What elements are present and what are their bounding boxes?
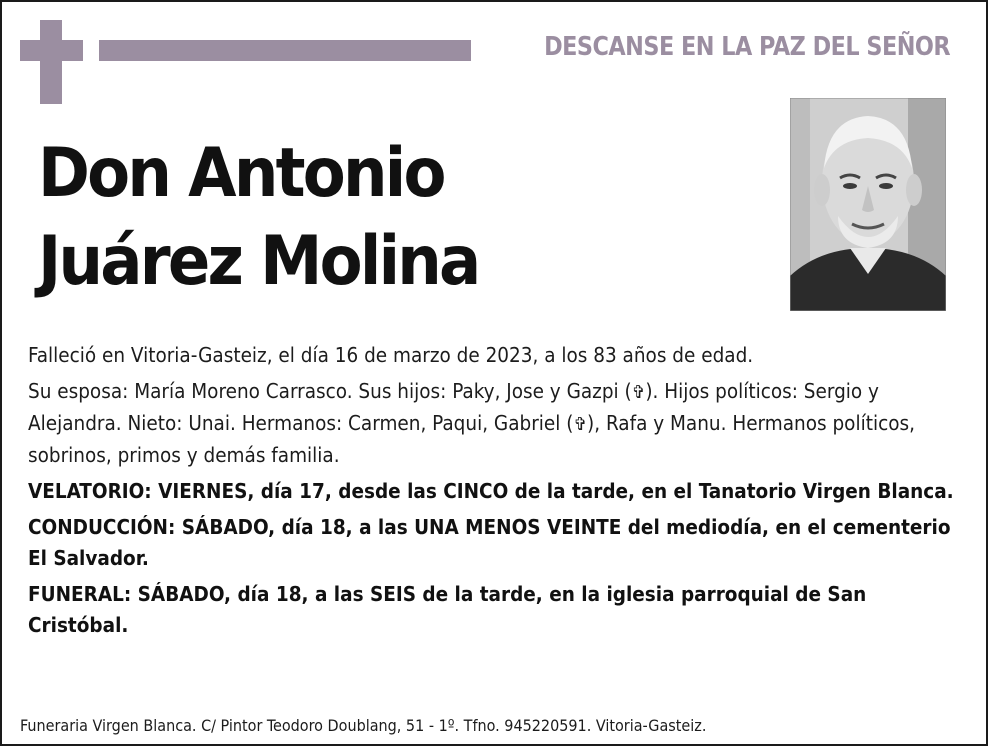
death-notice: Falleció en Vitoria-Gasteiz, el día 16 de marzo de 2023, a los 83 años de edad. — [28, 343, 754, 367]
deceased-name-line2: Juárez Molina — [38, 222, 479, 301]
portrait-photo — [790, 98, 946, 311]
deceased-name-line1: Don Antonio — [38, 134, 444, 213]
deceased-name — [38, 130, 479, 306]
family-part2: ). Hijos políticos: Sergio y Alejandra. Nieto: Unai. Hermanos: Carmen, Paqui, Gabriel ( — [28, 379, 879, 435]
header-rule — [99, 40, 471, 61]
conduccion-notice: CONDUCCIÓN: SÁBADO, día 18, a las UNA MENOS VEINTE del mediodía, en el cementerio El Salvador. — [28, 515, 951, 570]
family-list — [28, 376, 968, 471]
cross-icon-vertical — [40, 20, 62, 104]
portrait-illustration — [790, 98, 946, 311]
cross-icon: ✞ — [631, 382, 646, 403]
family-part3: ), Rafa y Manu. Hermanos políticos, sobrinos, primos y demás familia. — [28, 411, 915, 467]
funeral-notice: FUNERAL: SÁBADO, día 18, a las SEIS de la tarde, en la iglesia parroquial de San Cristóbal. — [28, 582, 867, 637]
family-part1: Su esposa: María Moreno Carrasco. Sus hijos: Paky, Jose y Gazpi ( — [28, 379, 632, 403]
notice-body — [28, 340, 968, 646]
velatorio-notice: VELATORIO: VIERNES, día 17, desde las CINCO de la tarde, en el Tanatorio Virgen Blanca. — [28, 479, 954, 503]
cross-icon-horizontal — [20, 40, 83, 61]
header-title: DESCANSE EN LA PAZ DEL SEÑOR — [543, 32, 950, 62]
cross-icon: ✞ — [573, 414, 588, 435]
funeral-home-footer: Funeraria Virgen Blanca. C/ Pintor Teodoro Doublang, 51 - 1º. Tfno. 945220591. Vitoria-Gasteiz. — [20, 716, 707, 735]
